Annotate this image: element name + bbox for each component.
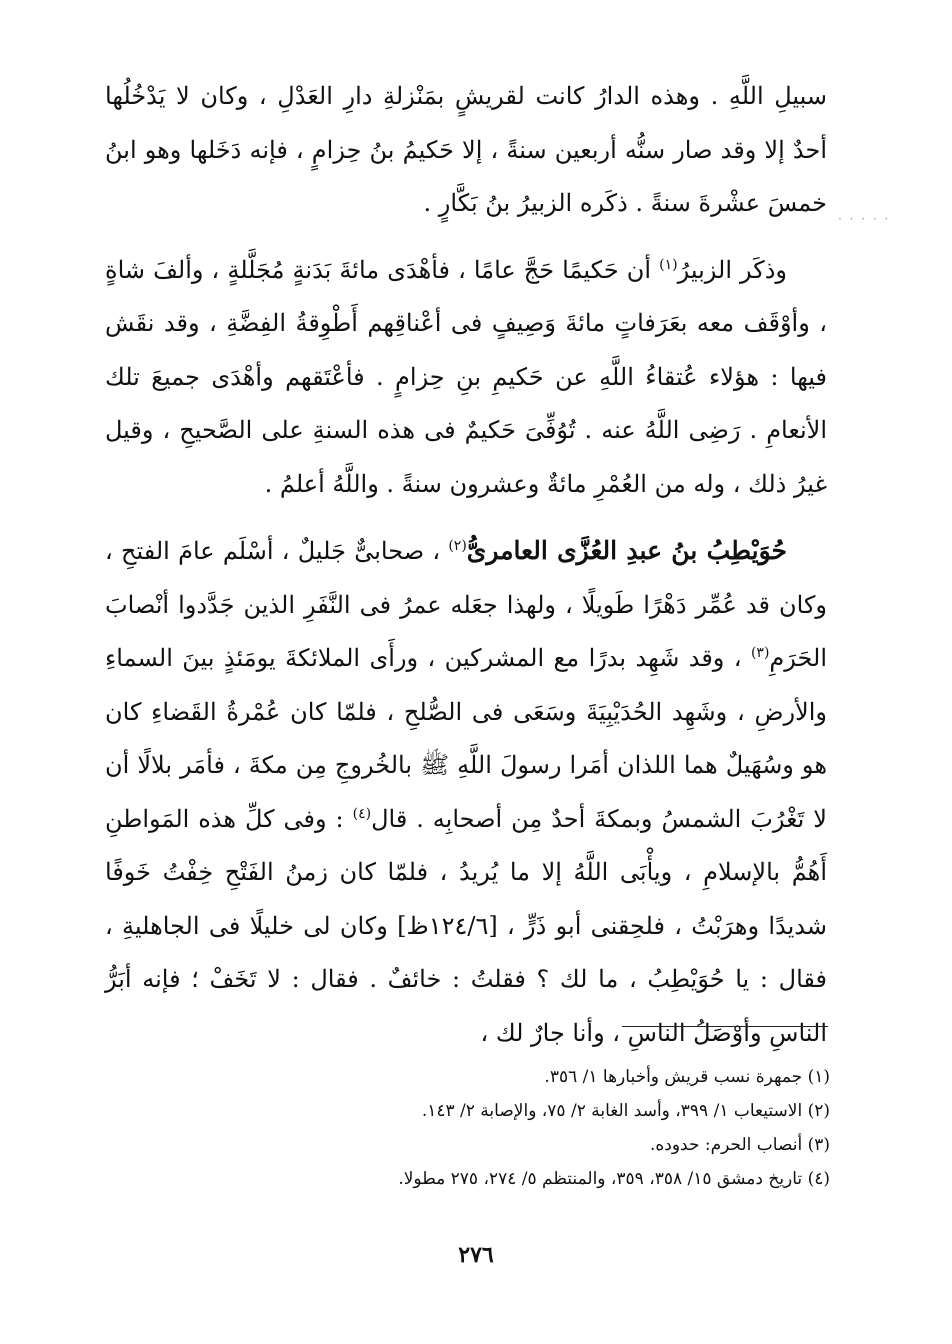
- footnote-divider: [622, 1026, 828, 1027]
- page-number: ٢٧٦: [458, 1242, 494, 1268]
- main-text: [105, 70, 827, 1060]
- footnote-ref-4[interactable]: (٤): [352, 805, 372, 822]
- paragraph-3-text-b: ، وقد شَهِد بدرًا مع المشركين ، ورأَى الملائكةَ يومَئذٍ بينَ السماءِ والأرضِ ، وشَهِد الحُدَيْبِيَةَ وسَعَى فى الصُّلحِ ، فلمّا كان عُمْرةُ القَضاءِ كان هو وسُهَيلٌ هما اللذان أمَرا رسولَ اللَّهِ ﷺ بالخُروجِ مِن مكةَ ، فأمَر بلالًا أن لا تَغْرُبَ الشمسُ وبمكةَ أحدٌ مِن أصحابِه . قال: [105, 644, 827, 833]
- paragraph-3-text-c: : وفى كلِّ هذه المَواطنِ أَهُمُّ بالإسلامِ ، ويأْبَى اللَّهُ إلا ما يُريدُ ، فلمّا كان زمنُ الفَتْحِ خِفْتُ خَوفًا شديدًا وهرَبْتُ ، فلحِقنى أبو ذَرٍّ ، [١٢٤/٦ظ] وكان لى خليلًا فى الجاهليةِ ، فقال : يا حُوَيْطِبُ ، ما لك ؟ فقلتُ : خائفٌ . فقال : لا تَخَفْ ؛ فإنه أبَرُّ الناسِ وأوْصَلُ الناسِ ، وأنا جارٌ لك ،: [105, 804, 827, 1047]
- margin-dots: · · · · ·: [838, 212, 891, 226]
- paragraph-2-text-b: أن حَكيمًا حَجَّ عامًا ، فأهْدَى مائةَ بَدَنةٍ مُجَلَّلةٍ ، وألفَ شاةٍ ، وأوْقَف معه بعَرَفاتٍ مائةَ وَصِيفٍ فى أعْناقِهم أَطْوِقةُ الفِضَّةِ ، وقد نقَش فيها : هؤلاء عُتقاءُ اللَّهِ عن حَكيمِ بنِ حِزامٍ . فأعْتَقهم وأهْدَى جميعَ تلك الأنعامِ . رَضِى اللَّهُ عنه . تُوُفِّىَ حَكيمٌ فى هذه السنةِ على الصَّحيحِ ، وقيل غيرُ ذلك ، وله من العُمْرِ مائةٌ وعشرون سنةً . واللَّهُ أعلمُ .: [105, 255, 827, 498]
- paragraph-2: [105, 244, 827, 512]
- paragraph-2-text-a: وذكَر الزبيرُ: [677, 255, 787, 284]
- footnote-3: (٣) أنصاب الحرم: حدوده.: [649, 1135, 830, 1155]
- footnote-ref-1[interactable]: (١): [659, 256, 678, 273]
- footnote-4: (٤) تاريخ دمشق ١٥/ ٣٥٨، ٣٥٩، والمنتظم ٥/ ٢٧٤، ٢٧٥ مطولا.: [398, 1169, 830, 1189]
- footnotes: [200, 1060, 830, 1196]
- paragraph-1-text: سبيلِ اللَّهِ . وهذه الدارُ كانت لقريشٍ بمَنْزلةِ دارِ العَدْلِ ، وكان لا يَدْخُلُها أحدٌ إلا وقد صار سنُّه أربعين سنةً ، إلا حَكيمُ بنُ حِزامٍ ، فإنه دَخَلها وهو ابنُ خمسَ عشْرةَ سنةً . ذكَره الزبيرُ بنُ بَكَّارٍ .: [105, 82, 827, 217]
- footnote-2: (٢) الاستيعاب ١/ ٣٩٩، وأسد الغابة ٢/ ٧٥، والإصابة ٢/ ١٤٣.: [421, 1101, 830, 1121]
- footnote-ref-2[interactable]: (٢): [448, 538, 467, 554]
- paragraph-3: [105, 524, 827, 1060]
- footnote-ref-3[interactable]: (٣): [750, 645, 770, 661]
- paragraph-1: [105, 70, 827, 231]
- footnote-1: (١) جمهرة نسب قريش وأخبارها ١/ ٣٥٦.: [544, 1067, 830, 1087]
- paragraph-3-text-a: ، صحابىٌّ جَليلٌ ، أسْلَم عامَ الفتحِ ، وكان قد عُمِّر دَهْرًا طَويلًا ، ولهذا جعَله عمرُ فى النَّفَرِ الذين جَدَّدوا أنْصابَ الحَرَمِ: [105, 537, 827, 672]
- entry-heading-name: حُوَيْطِبُ بنُ عبدِ العُزَّى العامرىُّ: [466, 536, 787, 565]
